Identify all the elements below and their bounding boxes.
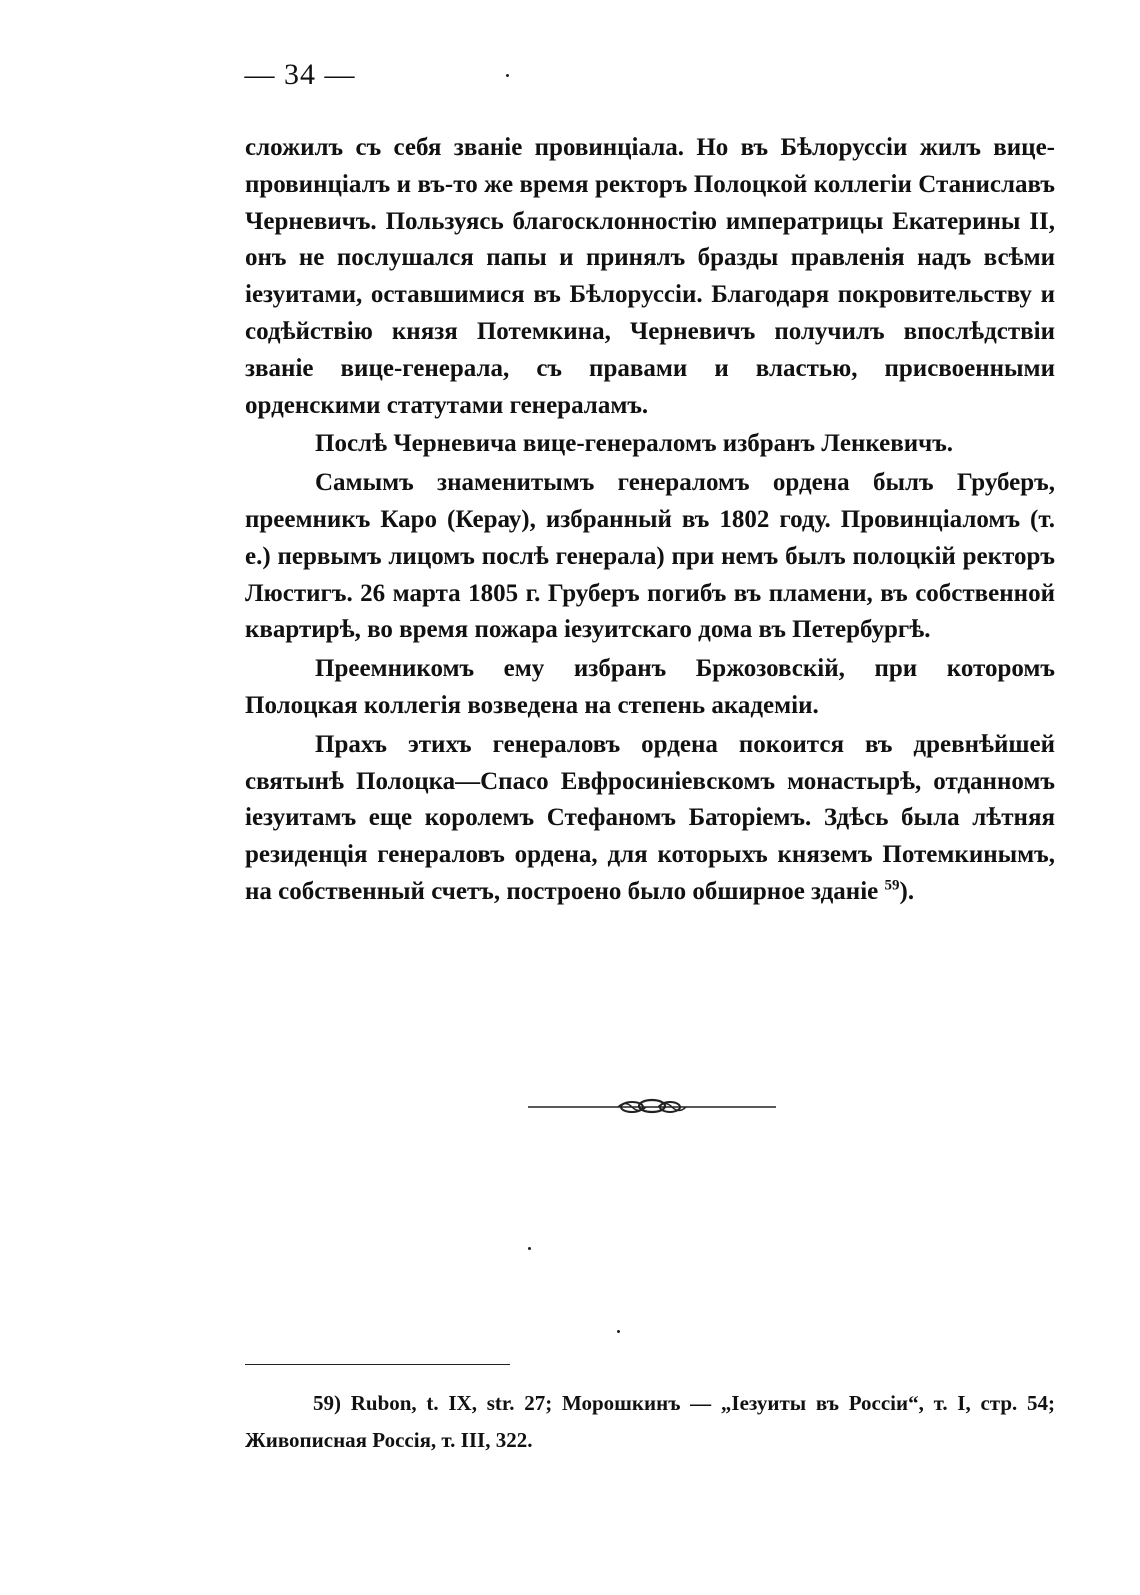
paragraph-ending: ).: [899, 877, 915, 905]
main-text: [245, 130, 1055, 911]
page-number-text: — 34 —: [244, 58, 356, 91]
paragraph: Преемникомъ ему избранъ Бржозовскій, при которомъ Полоцкая коллегія возведена на степень академіи.: [245, 655, 1055, 719]
footnote-reference: 59: [884, 877, 900, 894]
footnote-item: 59) Rubon, t. IX, str. 27; Морошкинъ — „Іезуиты въ Россіи“, т. I, стр. 54; Живописная Россія, т. III, 322.: [245, 1391, 1055, 1452]
footnote-separator: [245, 1364, 510, 1365]
paragraph: Послѣ Черневича вице-генераломъ избранъ Ленкевичъ.: [315, 430, 954, 458]
paragraph: [245, 727, 1055, 911]
print-speck: [528, 1247, 531, 1250]
paragraph: Самымъ знаменитымъ генераломъ ордена былъ Груберъ, преемникъ Каро (Керау), избранный въ 1802 году. Провинціаломъ (т. е.) первымъ лицомъ послѣ генерала) при немъ былъ полоцкій ректоръ Люстигъ. 26 марта 1805 г. Груберъ погибъ въ пламени, въ собственной квартирѣ, во время пожара іезуитскаго дома въ Петербургѣ.: [245, 469, 1055, 644]
print-speck: [506, 74, 509, 77]
paragraph-text: Прахъ этихъ генераловъ ордена покоится въ древнѣйшей святынѣ Полоцка—Спасо Евфросиніевскомъ монастырѣ, отданномъ іезуитамъ еще королемъ Стефаномъ Баторіемъ. Здѣсь была лѣтняя резиденція генераловъ ордена, для которыхъ княземъ Потемкинымъ, на собственный счетъ, построено было обширное зданіе: [245, 730, 1055, 905]
page-number: [0, 58, 1140, 92]
paragraph: сложилъ съ себя званіе провинціала. Но въ Бѣлоруссіи жилъ вице-провинціалъ и въ-то же время ректоръ Полоцкой коллегіи Станиславъ Черневичъ. Пользуясь благосклонностію императрицы Екатерины II, онъ не послушался папы и принялъ бразды правленія надъ всѣми іезуитами, оставшимися въ Бѣлоруссіи. Благодаря покровительству и содѣйствію князя Потемкина, Черневичъ получилъ впослѣдствіи званіе вице-генерала, съ правами и властью, присвоенными орденскими статутами генераламъ.: [245, 134, 1055, 419]
decorative-divider: [528, 1092, 776, 1122]
print-speck: [617, 1330, 620, 1333]
footnotes: [245, 1385, 1055, 1459]
